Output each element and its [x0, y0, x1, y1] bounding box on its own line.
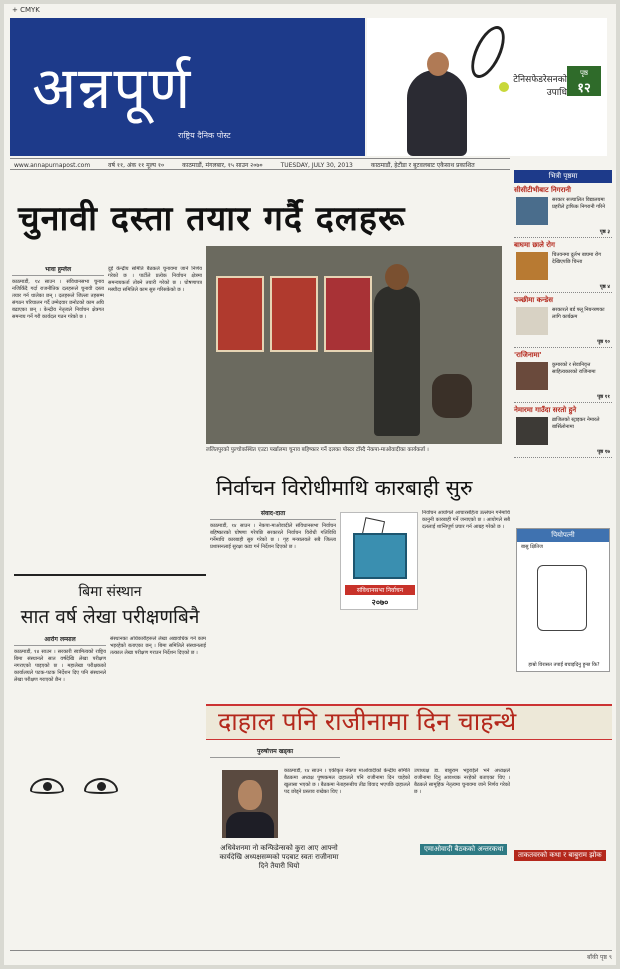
lead-photo [206, 246, 502, 444]
ballot-year: २०७० [371, 598, 389, 607]
second-story-column-1: संवाद-दाता काठमाडौं, १४ साउन । नेकपा-माओवादीले संविधानसभा निर्वाचन बहिष्कारको घोषणा गरेपछि सरकारले निर्वाचन विरोधी गतिविधि गर्नेमाथि कारबाही सुरु गरेको छ । गृह मन्त्रालयले सबै जिल्ला प्रशासनलाई सुरक्षा कडा गर्न निर्देशन दिएको छ । [210, 510, 336, 550]
tennis-racket-icon [464, 21, 511, 83]
poster-image [216, 276, 264, 352]
masthead-title: अन्नपूर्ण [32, 54, 193, 122]
buddha-eyes-illustration [24, 748, 128, 814]
sidebar-title: भित्री पृष्ठमा [514, 170, 612, 183]
book-thumb [516, 362, 548, 390]
ballot-label: संविधानसभा निर्वाचन [345, 585, 415, 595]
lead-story-column-2: दुई केन्द्रीय समिति बैठकले चुनावमा जाने निर्णय गरेको छ । पार्टीले प्रत्येक निर्वाचन क्षेत्रमा समन्वयकर्ता तोक्ने तयारी गरेको छ । घोषणापत्र मस्यौदा समितिले काम सुरु गरिसकेको छ । [108, 266, 202, 293]
man-figure [374, 286, 420, 436]
bird-thumb [516, 307, 548, 335]
insurance-byline: आरोग लम्साल [14, 636, 106, 646]
insurance-column-1: आरोग लम्साल काठमाडौं, १४ साउन । सरकारी स्वामित्वको राष्ट्रिय बिमा संस्थानले सात वर्षदेखि लेखा परीक्षण नगराएको पाइएको छ । महालेखा परीक्षकको कार्यालयले पटक-पटक निर्देशन दिए पनि संस्थानले लेखा परीक्षण गराएको छैन । [14, 636, 106, 683]
cartoon-drawing [537, 565, 587, 631]
dahal-column-2: उपाध्यक्ष डा. बाबुराम भट्टराईले भने अध्यक्षले राजीनामा दिनु आवश्यक नरहेको बताएका थिए । बैठकले सामूहिक नेतृत्वमा चुनावमा जाने निर्णय गरेको छ । [414, 768, 510, 795]
sidebar-item[interactable]: सीसीटीभीबाट निगरानी सरकार सञ्चालित विद्यालयमा प्रहरीले ट्राफिक निगरानी गरिने पृष्ठ ३ [514, 186, 612, 238]
sidebar-item[interactable]: बाघमा छाले रोग चितवनमा दुर्लभ बाघमा रोग देखिएपछि चिन्ता पृष्ठ ४ [514, 241, 612, 293]
poster-image [270, 276, 318, 352]
insurance-story-header [14, 574, 206, 630]
tennis-player-photo [407, 70, 467, 156]
masthead-tagline: राष्ट्रिय दैनिक पोस्ट [178, 131, 231, 140]
dahal-byline-block [210, 748, 340, 768]
poster-image [324, 276, 372, 352]
dahal-headline: दाहाल पनि राजीनामा दिन चाहन्थे [218, 707, 517, 736]
seated-figure [432, 374, 472, 418]
second-byline: संवाद-दाता [210, 510, 336, 520]
second-headline: निर्वाचन विरोधीमाथि कारबाही सुरु [216, 476, 473, 500]
lead-story-column-1: भावा हुम्लेल काठमाडौं, १४ साउन । संविधानसभा चुनाव नजिकिँदै गर्दा राजनीतिक दलहरूले चुनावी दस्ता तयार गर्न थालेका छन् । दलहरूले जिल्ला तहसम्म संगठन परिचालन गर्दै उम्मेदवार छनोटको काम अघि बढाएका छन् । केन्द्रीय नेतृत्वले निर्वाचन क्षेत्रगत समन्वय गर्ने गरी कार्यदल गठन गरेको छ । [12, 266, 104, 320]
dahal-subhead: एमाओवादी बैठकको अन्तरकथा [420, 844, 507, 855]
footballer-thumb [516, 417, 548, 445]
eye-icon [30, 778, 64, 794]
insurance-kicker: बिमा संस्थान [78, 584, 142, 600]
dateline-bar: www.annapurnapost.com वर्ष ११, अंक ११ मूल्य १० काठमाडौं, मंगलबार, १५ साउन २०७० TUESDAY, JULY 30, 2013 काठमाडौं, हेटौंडा र बुटवलबाट एकैसाथ प्रकाशित [10, 158, 510, 170]
cartoon-caption: हाम्रो विरासत तपाईं बचाइदिनु हुन्छ कि? [528, 662, 600, 668]
print-marker: + CMYK [12, 6, 40, 14]
cartoon-box [516, 528, 610, 672]
ballot-box-icon [353, 533, 407, 579]
masthead [10, 6, 365, 156]
tiger-thumb [516, 252, 548, 280]
sidebar-item[interactable]: 'राजिनामा' कुमारको र सेवानिवृत्त साहित्यकारको राजिनामा पृष्ठ ११ [514, 351, 612, 403]
second-story-column-2: निर्वाचन आयोगले आचारसंहिता उल्लंघन गर्नेमाथि कानुनी कारबाही गर्ने जनाएको छ । आयोगले सबै दललाई शान्तिपूर्ण प्रचार गर्न आग्रह गरेको छ । [422, 510, 510, 530]
masthead-subtitle: पोस्ट [216, 131, 231, 140]
sports-tease-text: टेनिसफेडरेसनको उपाधि [513, 75, 567, 98]
newspaper-page [4, 4, 616, 965]
dahal-byline: पुरुषोत्तम खड्का [210, 748, 340, 758]
eye-icon [84, 778, 118, 794]
ballot-box-illustration [340, 512, 418, 610]
sidebar-item[interactable]: पञ्छीमा कन्डेस सरकारले बर्ड फ्लू नियन्त्रणका लागि कार्यक्रम पृष्ठ १० [514, 296, 612, 348]
sidebar-item[interactable]: नेमारमा गाउँदा सरतो हुने ब्राजिलको स्ट्राइकर नेमारले बार्सिलोनामा पृष्ठ १७ [514, 406, 612, 458]
photo-caption: ललितपुरको पुल्चोकस्थित एउटा पर्खालमा चुनाव बहिष्कार गर्ने दलका पोस्टर टाँस्दै नेकपा-माओवादीका कार्यकर्ता । [206, 447, 429, 453]
lead-headline: चुनावी दस्ता तयार गर्दै दलहरू [18, 199, 406, 239]
dahal-pull-quote: अधिवेशनमा नो कन्फिडेन्सको कुरा आए आफ्नो कार्यदेखि अध्यक्षसम्मको पदबाट स्वतः राजीनामा दिने तैयारी थियो [219, 844, 339, 870]
dahal-column-1: काठमाडौं, १४ साउन । एकीकृत नेकपा माओवादीको केन्द्रीय समिति बैठकमा अध्यक्ष पुष्पकमल दाहालले पनि राजीनामा दिन चाहेको खुलासा भएको छ । बैठकमा नेताहरूबीच तीव्र विवाद भएपछि दाहालले पद छोड्ने प्रस्ताव राखेका थिए । [284, 768, 410, 795]
dahal-subhead-2: ताकतवरको कथा र बाबुराम झोक [514, 850, 606, 861]
insurance-headline: सात वर्ष लेखा परीक्षणबिनै [20, 606, 200, 628]
inside-pages-sidebar [514, 170, 612, 461]
insurance-column-2: संस्थानका अधिकारीहरूले लेखा अद्यावधिक गर्ने काम भइरहेको बताएका छन् । बिमा समितिले संस्थानलाई तत्काल लेखा परीक्षण गराउन निर्देशन दिएको छ । [110, 636, 206, 656]
sports-tease-box [367, 18, 607, 156]
page-footer: बाँकी पृष्ठ ९ [10, 950, 612, 961]
cctv-thumb [516, 197, 548, 225]
dahal-portrait [222, 770, 278, 838]
cartoon-artist: बासु क्षितिज [521, 544, 543, 550]
page-badge: पृष्ठ १२ [567, 66, 601, 96]
lead-byline: भावा हुम्लेल [12, 266, 104, 276]
cartoon-header: पियोपत्नी [517, 529, 609, 542]
